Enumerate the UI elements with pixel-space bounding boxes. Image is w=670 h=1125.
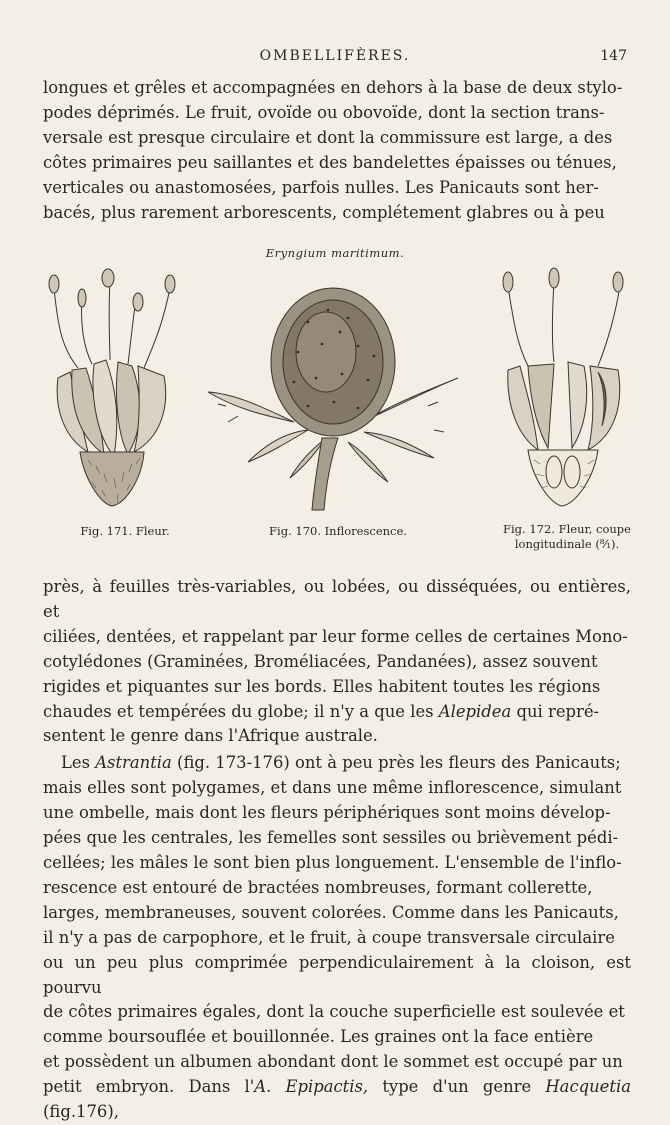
text-line: verticales ou anastomosées, parfois nulles. Les Panicauts sont her-	[43, 177, 599, 197]
text-line: pées que les centrales, les femelles sont sessiles ou brièvement pédi-	[43, 828, 619, 848]
text-block-bottom	[43, 575, 631, 1125]
figure-170-inflorescence	[198, 282, 468, 512]
text-block-top	[43, 76, 631, 225]
text-segment: (fig. 173-176) ont à peu près les fleurs des Panicauts;	[177, 753, 621, 773]
text-line: une ombelle, mais dont les fleurs périphériques sont moins dévelop-	[43, 803, 611, 823]
inflorescence-illustration	[198, 282, 468, 512]
page-header	[0, 48, 670, 70]
text-line: longues et grêles et accompagnées en dehors à la base de deux stylo-	[43, 78, 623, 97]
text-segment: type d'un genre	[382, 1077, 532, 1097]
text-line	[43, 751, 631, 776]
text-line	[43, 1075, 631, 1125]
text-line: larges, membraneuses, souvent colorées. Comme dans les Panicauts,	[43, 902, 619, 922]
text-line: de côtes primaires égales, dont la couche superficielle est soulevée et	[43, 1002, 625, 1022]
genus-astrantia: Astrantia	[95, 753, 172, 773]
figure-title: Eryngium maritimum.	[265, 246, 405, 260]
text-line: versale est presque circulaire et dont la commissure est large, a des	[43, 127, 613, 147]
text-line: il n'y a pas de carpophore, et le fruit, à coupe transversale circulaire	[43, 927, 615, 947]
text-segment: Les	[61, 753, 90, 773]
text-line: comme boursouflée et bouillonnée. Les graines ont la face entière	[43, 1027, 594, 1047]
text-segment: qui repré-	[516, 701, 600, 721]
figure-171-flower	[44, 268, 176, 510]
text-segment: petit embryon. Dans l'	[43, 1077, 255, 1097]
text-line: près, à feuilles très-variables, ou lobées, ou disséquées, ou entières, et	[43, 577, 631, 621]
text-segment: (fig.176),	[43, 1102, 119, 1122]
flower-section-illustration	[498, 266, 630, 510]
figure-172-flower-section	[498, 266, 630, 510]
species-epipactis: A. Epipactis,	[254, 1077, 369, 1097]
text-line: rescence est entouré de bractées nombreuses, formant collerette,	[43, 877, 593, 897]
flower-illustration	[44, 268, 176, 510]
text-line: et possèdent un albumen abondant dont le sommet est occupé par un	[43, 1052, 623, 1072]
caption-fig-170: Fig. 170. Inflorescence.	[269, 524, 407, 538]
text-line	[43, 700, 631, 725]
text-line: sentent le genre dans l'Afrique australe.	[43, 726, 378, 746]
text-line: mais elles sont polygames, et dans une même inflorescence, simulant	[43, 778, 622, 798]
caption-fig-171: Fig. 171. Fleur.	[80, 524, 170, 538]
text-line: ou un peu plus comprimée perpendiculairement à la cloison, est pourvu	[43, 952, 631, 997]
caption-fig-172	[492, 522, 642, 552]
text-line: bacés, plus rarement arborescents, complétement glabres ou à peu	[43, 202, 605, 222]
running-title: OMBELLIFÈRES.	[259, 48, 411, 64]
text-line: rigides et piquantes sur les bords. Elles habitent toutes les régions	[43, 676, 601, 696]
text-line: côtes primaires peu saillantes et des bandelettes épaisses ou ténues,	[43, 152, 617, 172]
text-segment: chaudes et tempérées du globe; il n'y a que les	[43, 701, 434, 721]
text-line: cotylédones (Graminées, Broméliacées, Pandanées), assez souvent	[43, 651, 598, 671]
text-line: cellées; les mâles le sont bien plus longuement. L'ensemble de l'inflo-	[43, 852, 622, 872]
caption-fig-172-line2: longitudinale (⁸⁄₁).	[514, 537, 620, 551]
text-line: podes déprimés. Le fruit, ovoïde ou obovoïde, dont la section trans-	[43, 102, 605, 122]
text-line: ciliées, dentées, et rappelant par leur forme celles de certaines Mono-	[43, 626, 628, 646]
page-number: 147	[600, 48, 627, 64]
genus-alepidea: Alepidea	[438, 701, 512, 721]
genus-hacquetia: Hacquetia	[545, 1077, 631, 1097]
caption-fig-172-line1: Fig. 172. Fleur, coupe	[503, 522, 631, 536]
